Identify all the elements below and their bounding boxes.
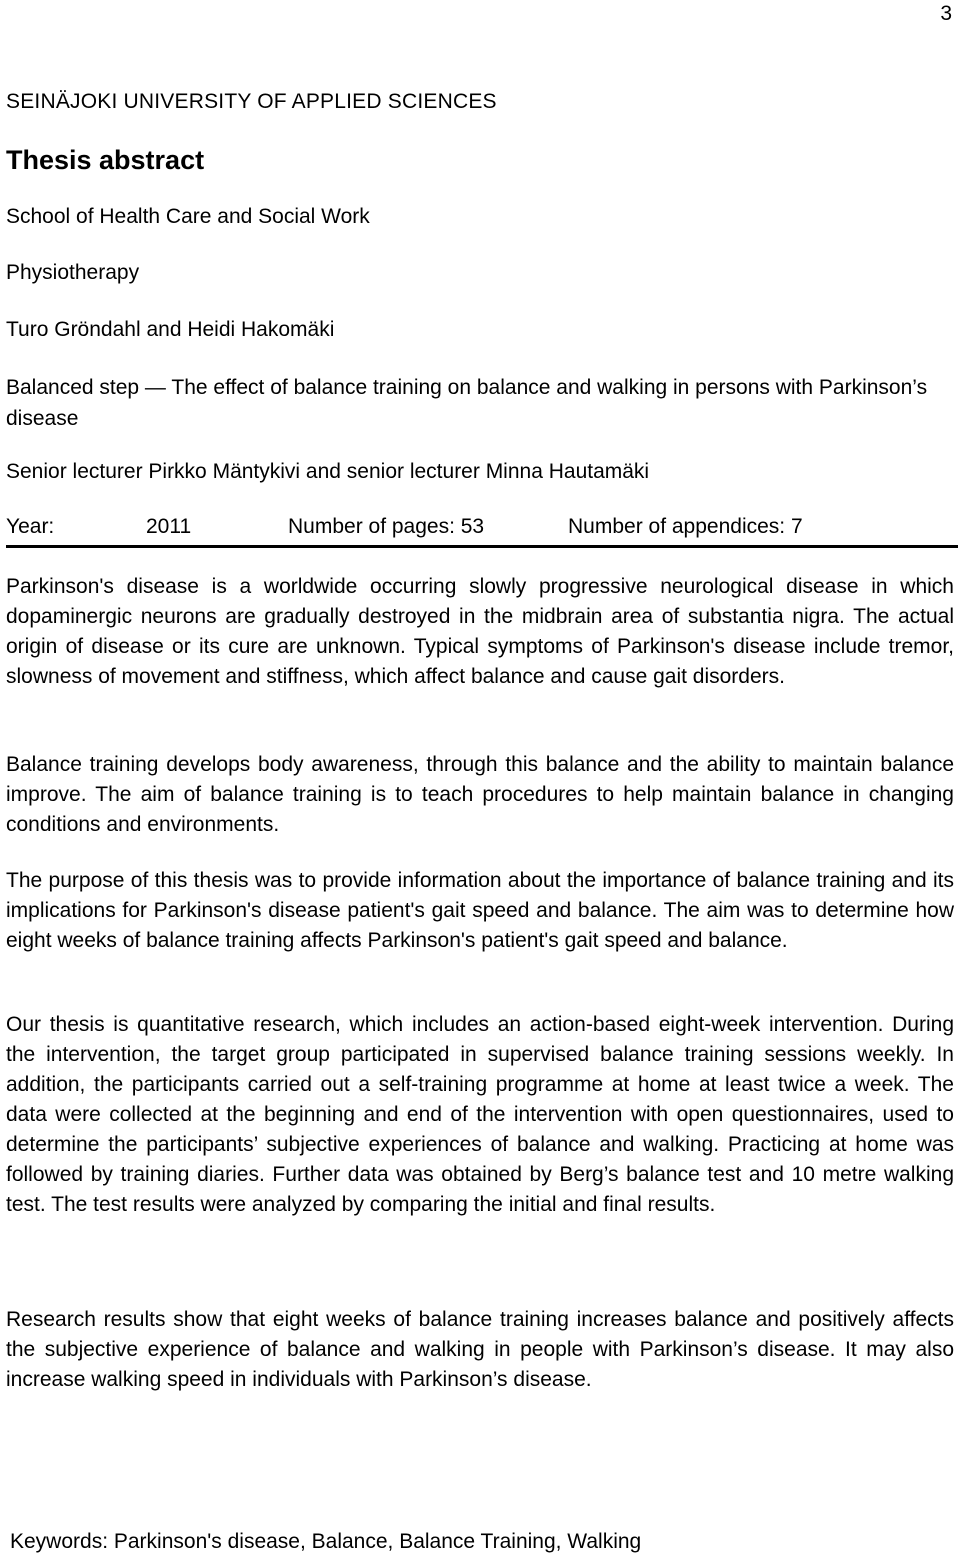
abstract-paragraph-5: Research results show that eight weeks of balance training increases balance and positively affects the subjective experience of balance and walking in people with Parkinson’s disease. It may also increase walking speed in individuals with Parkinson’s disease. (6, 1308, 954, 1391)
abstract-paragraph-1: Parkinson's disease is a worldwide occurring slowly progressive neurological disease in which dopaminergic neurons are gradually destroyed in the midbrain area of substantia nigra. The actual origin of disease or its cure are unknown. Typical symptoms of Parkinson's disease include tremor, slowness of movement and stiffness, which affect balance and cause gait disorders. (6, 575, 954, 688)
page-count: Number of pages: 53 (288, 515, 485, 538)
document-title: Thesis abstract (6, 145, 205, 175)
thesis-title: Balanced step — The effect of balance training on balance and walking in persons with Parkinson’s disease (6, 376, 928, 430)
appendix-count: Number of appendices: 7 (568, 515, 803, 538)
university-name: SEINÄJOKI UNIVERSITY OF APPLIED SCIENCES (6, 90, 497, 113)
abstract-paragraph-4: Our thesis is quantitative research, which includes an action-based eight-week intervention. During the intervention, the target group participated in supervised balance training sessions weekly. In addition, the participants carried out a self-training programme at home at least twice a week. The data were collected at the beginning and end of the intervention with open questionnaires, used to determine the participants’ subjective experiences of balance and walking. Practicing at home was followed by training diaries. Further data was obtained by Berg’s balance test and 10 metre walking test. The test results were analyzed by comparing the initial and final results. (6, 1013, 954, 1216)
authors: Turo Gröndahl and Heidi Hakomäki (6, 318, 335, 341)
abstract-paragraph-2: Balance training develops body awareness, through this balance and the ability to maintain balance improve. The aim of balance training is to teach procedures to help maintain balance in changing conditions and environments. (6, 753, 954, 836)
supervisors: Senior lecturer Pirkko Mäntykivi and senior lecturer Minna Hautamäki (6, 460, 650, 483)
keywords: Keywords: Parkinson's disease, Balance, Balance Training, Walking (10, 1530, 642, 1553)
page-number: 3 (940, 2, 952, 25)
abstract-paragraph-3: The purpose of this thesis was to provide information about the importance of balance training and its implications for Parkinson's disease patient's gait speed and balance. The aim was to determine how eight weeks of balance training affects Parkinson's patient's gait speed and balance. (6, 869, 954, 952)
degree-program: Physiotherapy (6, 261, 140, 284)
thesis-metadata-row (6, 515, 958, 547)
school-name: School of Health Care and Social Work (6, 205, 370, 228)
year-label: Year: (6, 515, 55, 538)
divider-line (6, 545, 958, 548)
year-value: 2011 (146, 515, 192, 538)
